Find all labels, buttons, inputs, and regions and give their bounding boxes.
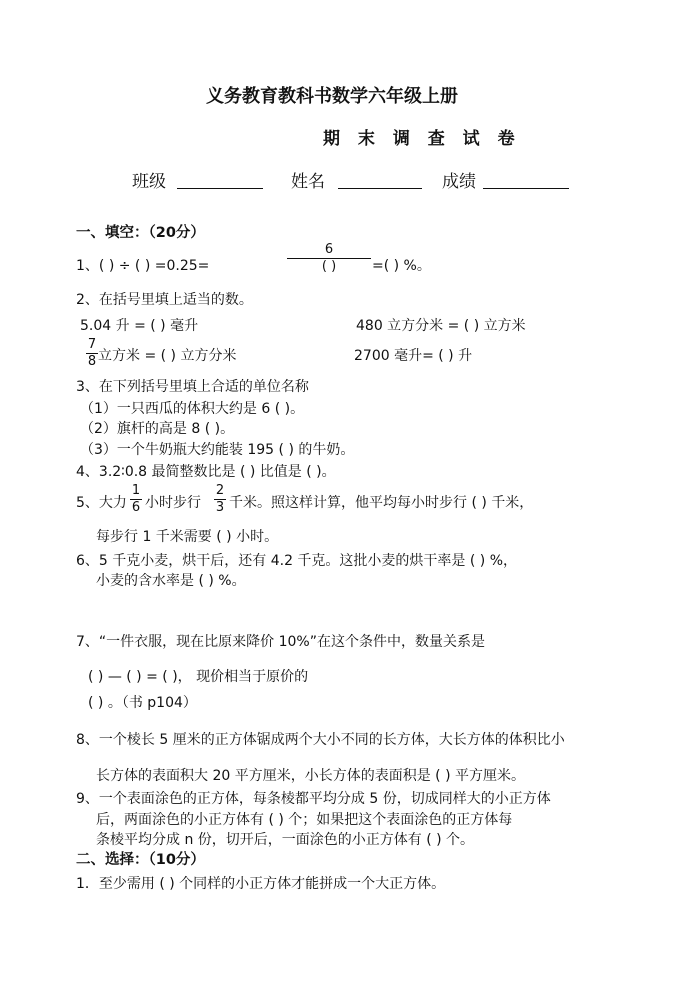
q5-fraction-2-numerator: 2 [215,483,225,498]
q5-part-b: 小时步行 [145,495,201,511]
exam-subtitle: 期 末 调 查 试 卷 [323,129,521,149]
q2-row1-left: 5.04 升 = ( ) 毫升 [80,318,199,334]
q5-fraction-1 [130,484,142,515]
class-field [132,172,263,191]
q8-line-1: 8、一个棱长 5 厘米的正方体锯成两个大小不同的长方体，大长方体的体积比小 [76,732,565,748]
q5-part-d: 每步行 1 千米需要 ( ) 小时。 [96,529,279,545]
q9-line-3: 条棱平均分成 n 份，切开后，一面涂色的小正方体有 ( ) 个。 [96,832,475,848]
q2-fraction-denominator: 8 [87,354,97,369]
q6-line-2: 小麦的含水率是 ( ) %。 [96,573,246,589]
q2-text: 2、在括号里填上适当的数。 [76,292,253,308]
class-label: 班级 [132,172,166,192]
q4-text: 4、3.2∶0.8 最简整数比是 ( ) 比值是 ( )。 [76,464,336,480]
q3-text: 3、在下列括号里填上合适的单位名称 [76,379,309,395]
score-field [442,172,569,191]
exam-title: 义务教育教科书数学六年级上册 [206,86,458,107]
name-label: 姓名 [291,172,325,192]
q2-row2-left: 立方米 = ( ) 立方分米 [98,348,237,364]
class-blank[interactable] [177,172,263,189]
q1-right: =( ) %。 [372,258,431,274]
q2-row2-right: 2700 毫升= ( ) 升 [354,348,473,364]
q3-sub3: （3）一个牛奶瓶大约能装 195 ( ) 的牛奶。 [80,442,355,458]
q9-line-1: 9、一个表面涂色的正方体，每条棱都平均分成 5 份，切成同样大的小正方体 [76,791,551,807]
q6-line-1: 6、5 千克小麦，烘干后，还有 4.2 千克。这批小麦的烘干率是 ( ) %， [76,553,518,569]
q7-line-2: ( ) — ( ) = ( )， 现价相当于原价的 [88,669,309,685]
q1-fraction-numerator: 6 [324,242,334,257]
q2-row1-right: 480 立方分米 = ( ) 立方米 [356,318,526,334]
q2-fraction-numerator: 7 [87,337,97,352]
q1-left: 1、( ) ÷ ( ) =0.25= [76,258,210,274]
q3-sub2: （2）旗杆的高是 8 ( )。 [80,421,235,437]
name-field [291,172,422,191]
q9-line-2: 后，两面涂色的小正方体有 ( ) 个；如果把这个表面涂色的正方体每 [96,812,513,828]
q7-line-3: ( ) 。（书 p104） [88,695,197,711]
q2-fraction [86,338,98,369]
score-blank[interactable] [483,172,569,189]
section-one-heading: 一、填空：（20分） [76,225,205,241]
q1-fraction [287,243,371,274]
q1-fraction-denominator: ( ) [321,259,337,274]
name-blank[interactable] [338,172,422,189]
s2-q1-text: 1．至少需用 ( ) 个同样的小正方体才能拼成一个大正方体。 [76,876,446,892]
q7-line-1: 7、“一件衣服，现在比原来降价 10%”在这个条件中，数量关系是 [76,634,485,650]
q5-fraction-2-denominator: 3 [215,500,225,515]
q5-fraction-2 [214,484,226,515]
q5-fraction-1-numerator: 1 [131,483,141,498]
q5-part-c: 千米。照这样计算，他平均每小时步行 ( ) 千米， [229,495,534,511]
q5-fraction-1-denominator: 6 [131,500,141,515]
q8-line-2: 长方体的表面积大 20 平方厘米，小长方体的表面积是 ( ) 平方厘米。 [96,768,525,784]
score-label: 成绩 [442,172,476,192]
q3-sub1: （1）一只西瓜的体积大约是 6 ( )。 [80,401,305,417]
section-two-heading: 二、选择：（10分） [76,852,205,868]
q5-part-a: 5、大力 [76,495,127,511]
